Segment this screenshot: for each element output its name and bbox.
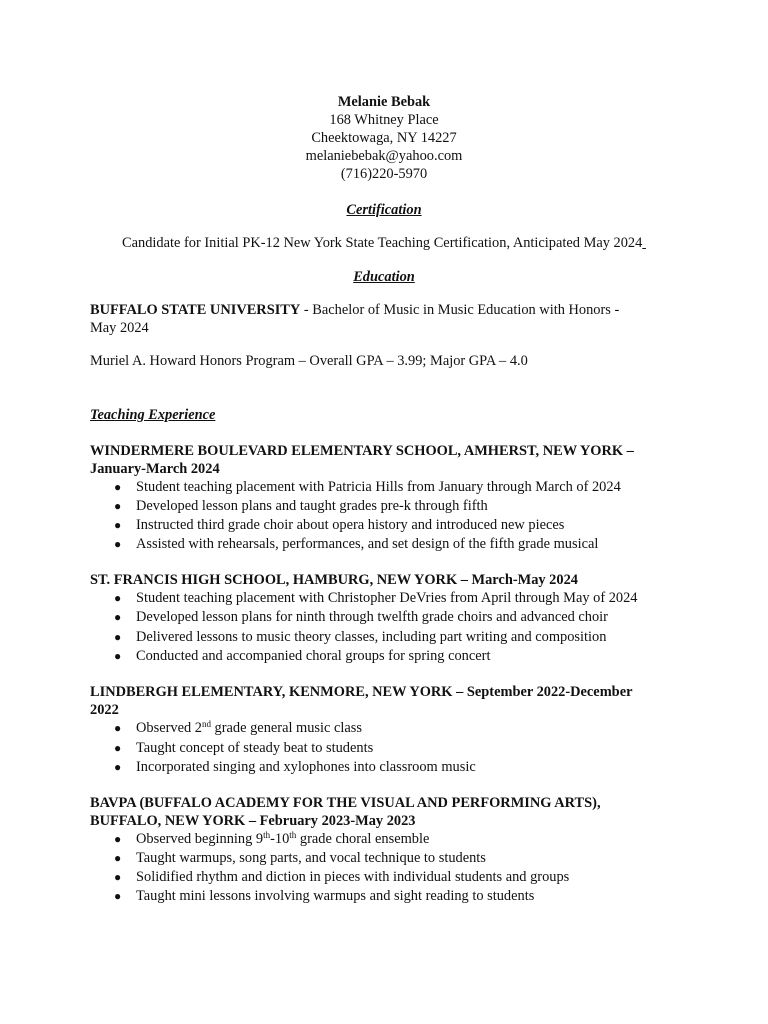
bullet-icon: ● [114,630,122,644]
degree-text: - Bachelor of Music in Music Education with Honors - [300,302,620,318]
list-item: Instructed third grade choir about opera history and introduced new pieces [136,517,565,533]
list-item: Incorporated singing and xylophones into classroom music [136,759,476,775]
bullet-icon: ● [114,832,122,846]
ordinal-suffix: th [289,830,297,840]
education-heading: Education [353,269,415,285]
teaching-experience-heading: Teaching Experience [90,407,216,423]
ordinal-suffix: th [263,830,271,840]
ordinal-suffix: nd [201,719,211,729]
bullet-icon: ● [114,851,122,865]
list-item: Delivered lessons to music theory classes, including part writing and composition [136,629,607,645]
list-item: Assisted with rehearsals, performances, and set design of the fifth grade musical [136,536,599,552]
bullet-icon: ● [114,591,122,605]
certification-text-label: Candidate for Initial PK-12 New York State Teaching Certification, Anticipated May 2024 [122,235,643,251]
list-item-text: grade general music class [210,720,362,736]
list-item: Developed lesson plans and taught grades pre-k through fifth [136,498,488,514]
bullet-icon: ● [114,760,122,774]
list-item: Taught concept of steady beat to students [136,740,374,756]
list-item-text: Observed beginning 9 [136,831,264,847]
address-line-1: 168 Whitney Place [329,112,439,128]
list-item-text: Observed 2 [136,720,202,736]
list-item: Solidified rhythm and diction in pieces with individual students and groups [136,869,570,885]
bullet-icon: ● [114,480,122,494]
list-item [136,719,362,738]
job-heading: WINDERMERE BOULEVARD ELEMENTARY SCHOOL, AMHERST, NEW YORK – [90,443,634,459]
list-item: Taught mini lessons involving warmups and sight reading to students [136,888,535,904]
bullet-icon: ● [114,649,122,663]
bullet-icon: ● [114,741,122,755]
job-heading: BAVPA (BUFFALO ACADEMY FOR THE VISUAL AND PERFORMING ARTS), [90,795,601,811]
job-heading: LINDBERGH ELEMENTARY, KENMORE, NEW YORK – September 2022-December [90,684,633,700]
bullet-icon: ● [114,870,122,884]
list-item: Developed lesson plans for ninth through twelfth grade choirs and advanced choir [136,609,608,625]
job-heading-line-2: January-March 2024 [90,461,220,477]
bullet-icon: ● [114,518,122,532]
bullet-icon: ● [114,499,122,513]
bullet-icon: ● [114,889,122,903]
job-heading-line-2: 2022 [90,702,119,718]
job-heading: ST. FRANCIS HIGH SCHOOL, HAMBURG, NEW YORK – March-May 2024 [90,572,578,588]
honors-program: Muriel A. Howard Honors Program – Overall GPA – 3.99; Major GPA – 4.0 [90,353,528,369]
address-line-2: Cheektowaga, NY 14227 [311,130,457,146]
list-item [136,830,429,849]
trailing-underline [642,235,646,251]
education-degree-line-2: May 2024 [90,320,149,336]
job-heading-line-2: BUFFALO, NEW YORK – February 2023-May 2023 [90,813,416,829]
bullet-icon: ● [114,537,122,551]
list-item: Student teaching placement with Christopher DeVries from April through May of 2024 [136,590,638,606]
phone: (716)220-5970 [340,166,428,182]
bullet-icon: ● [114,610,122,624]
list-item: Taught warmups, song parts, and vocal technique to students [136,850,486,866]
bullet-icon: ● [114,721,122,735]
certification-heading: Certification [346,202,422,218]
list-item-text: -10 [270,831,290,847]
email: melaniebebak@yahoo.com [305,148,463,164]
list-item-text: grade choral ensemble [296,831,430,847]
resume-name: Melanie Bebak [337,94,431,110]
list-item: Conducted and accompanied choral groups for spring concert [136,648,491,664]
certification-text [0,234,768,253]
list-item: Student teaching placement with Patricia Hills from January through March of 2024 [136,479,621,495]
school-name: BUFFALO STATE UNIVERSITY [90,302,301,318]
education-degree-line-1 [90,301,619,320]
